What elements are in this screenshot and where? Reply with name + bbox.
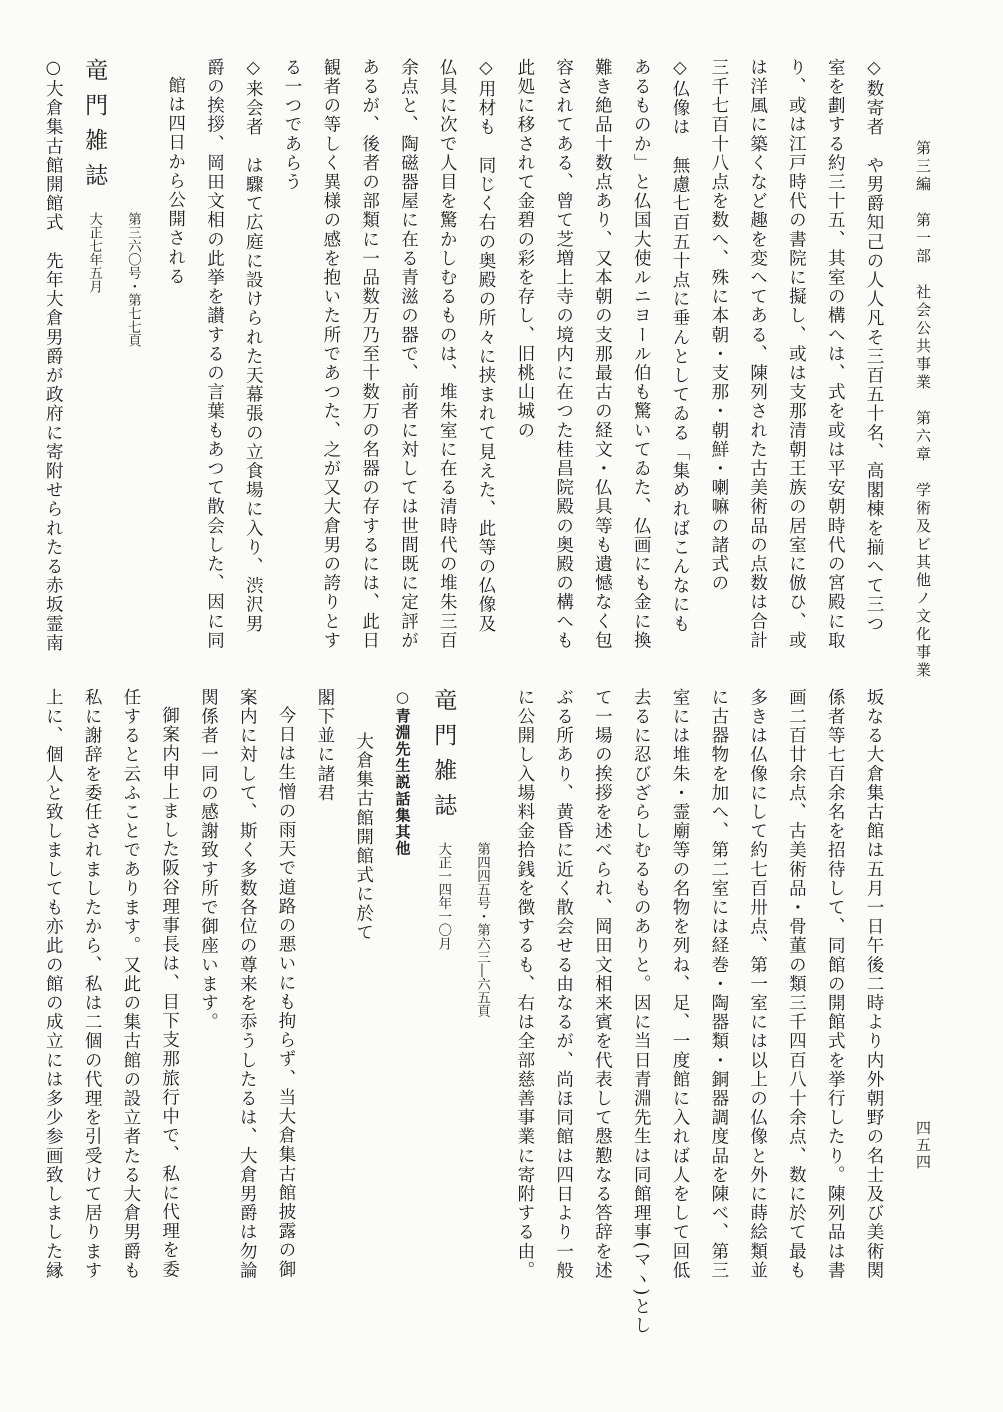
text-column: 仏具に次で人目を驚かしむるものは、堆朱室に在る清時代の堆朱三百 bbox=[437, 58, 458, 651]
text-column: る一つであらう bbox=[282, 58, 303, 192]
text-column: 余点と、陶磁器屋に在る青滋の器で、前者に対しては世間既に定評が bbox=[398, 58, 419, 651]
text-column: 上に、個人と致しましても亦此の館の成立には多少参画致しました縁 bbox=[43, 688, 64, 1281]
text-column: 私に謝辞を委任されましたから、私は二個の代理を引受けて居ります bbox=[82, 688, 103, 1281]
text-column: 観者の等しく異様の感を抱いた所であつた、之が又大倉男の誇りとす bbox=[320, 58, 341, 651]
issue-line: 大正七年五月 bbox=[86, 212, 103, 293]
bottom-text-block bbox=[33, 688, 893, 1373]
text-column: 此処に移されて金碧の彩を存し、旧桃山城の bbox=[514, 58, 535, 440]
text-column: り、或は江戸時代の書院に擬し、或は支那清朝王族の居室に倣ひ、或 bbox=[786, 58, 807, 651]
text-column: 室を劃する約三十五、其室の構へは、式を或は平安朝時代の宮殿に取 bbox=[825, 58, 846, 651]
text-column: ◇用材も 同じく右の奥殿の所々に挟まれて見えた、此等の仏像及 bbox=[476, 58, 497, 634]
text-column: ぶる所あり、黄昏に近く散会せる由なるが、尚ほ同館は四日より一般 bbox=[553, 688, 574, 1281]
text-column: 多きは仏像にして約七百卅点、第一室には以上の仏像と外に蒔絵類並 bbox=[747, 688, 768, 1281]
text-column: 館は四日から公開される bbox=[165, 75, 186, 286]
text-column: 案内に対して、斯く多数各位の尊来を忝うしたるは、大倉男爵は勿論 bbox=[237, 688, 258, 1281]
magazine-title: 竜門雑誌 bbox=[430, 688, 457, 828]
text-column: ◇来会者 は驟て広庭に設けられた天幕張の立食場に入り、渋沢男 bbox=[243, 58, 264, 634]
text-column: 爵の挨拶、岡田文相の此挙を讃するの言葉もあつて散会した、因に同 bbox=[204, 58, 225, 651]
magazine-citation bbox=[72, 58, 156, 683]
text-column: 容されてある、曾て芝増上寺の境内に在つた桂昌院殿の奥殿の構へも bbox=[553, 58, 574, 651]
text-column: あるものか」と仏国大使ルニヨール伯も驚いてゐた、仏画にも金に換 bbox=[631, 58, 652, 651]
speech-title: 大倉集古館開館式に於て bbox=[353, 731, 374, 942]
text-column: に古器物を加へ、第二室には経巻・陶器類・銅器調度品を陳べ、第三 bbox=[708, 688, 729, 1281]
issue-line: 第四四五号・第六三―六五頁 bbox=[474, 842, 491, 1018]
text-column: 画二百廿余点、古美術品・骨董の類三千四百八十余点、数に於て最も bbox=[786, 688, 807, 1281]
text-column: に公開し入場料金拾銭を徴するも、右は全部慈善事業に寄附する由。 bbox=[514, 688, 535, 1281]
issue-info bbox=[74, 212, 152, 347]
magazine-citation bbox=[421, 688, 505, 1373]
text-column: 今日は生憎の雨天で道路の悪いにも拘らず、当大倉集古館披露の御 bbox=[276, 705, 297, 1279]
text-column: 難き絶品十数点あり、又本朝の支那最古の経文・仏具等も遺憾なく包 bbox=[592, 58, 613, 651]
text-column: ◇仏像は 無慮七百五十点に垂んとしてゐる「集めればこんなにも bbox=[670, 58, 691, 634]
text-column: 閣下並に諸君 bbox=[314, 688, 335, 803]
text-column: て一場の挨拶を述べられ、岡田文相来賓を代表して慇懃なる答辞を述 bbox=[592, 688, 613, 1281]
text-column: 関係者一同の感謝致す所で御座います。 bbox=[198, 688, 219, 1032]
text-column: 任すると云ふことであります。又此の集古館の設立者たる大倉男爵も bbox=[120, 688, 141, 1281]
text-column: は洋風に築くなど趣を変へてある、陳列された古美術品の点数は合計 bbox=[747, 58, 768, 651]
page-number: 四五四 bbox=[914, 1120, 932, 1171]
text-column: 去るに忍びざらしむるものありと。因に当日青淵先生は同館理事(マヽ)とし bbox=[631, 688, 652, 1336]
section-title: ○青淵先生説話集其他 bbox=[393, 688, 412, 857]
magazine-title: 竜門雑誌 bbox=[81, 58, 108, 198]
issue-line: 大正一四年一〇月 bbox=[435, 842, 452, 950]
issue-line: 第三六〇号・第七七頁 bbox=[124, 212, 141, 347]
text-column: あるが、後者の部類に一品数万乃至十数万の名器の存するには、此日 bbox=[359, 58, 380, 651]
text-column: 坂なる大倉集古館は五月一日午後二時より内外朝野の名士及び美術関 bbox=[864, 688, 884, 1281]
text-column: 三千七百十八点を数へ、殊に本朝・支那・朝鮮・喇嘛の諸式の bbox=[708, 58, 729, 593]
text-column: 室には堆朱・霊廟等の名物を列ね、足、一度館に入れば人をして回低 bbox=[670, 688, 691, 1281]
text-column: ◇数寄者 や男爵知己の人人凡そ三百五十名、高閣棟を揃へて三つ bbox=[864, 58, 884, 634]
text-column: 御案内申上ました阪谷理事長は、目下支那旅行中で、私に代理を委 bbox=[159, 705, 180, 1279]
top-text-block bbox=[33, 58, 893, 683]
running-head: 第三編 第一部 社会公共事業 第六章 学術及ビ其他ノ文化事業 bbox=[914, 140, 932, 680]
issue-info bbox=[423, 842, 501, 1018]
text-column: ○大倉集古館開館式 先年大倉男爵が政府に寄附せられたる赤坂霊南 bbox=[43, 58, 64, 653]
text-column: 係者等七百余名を招待して、同館の開館式を挙行したり。陳列品は書 bbox=[825, 688, 846, 1281]
